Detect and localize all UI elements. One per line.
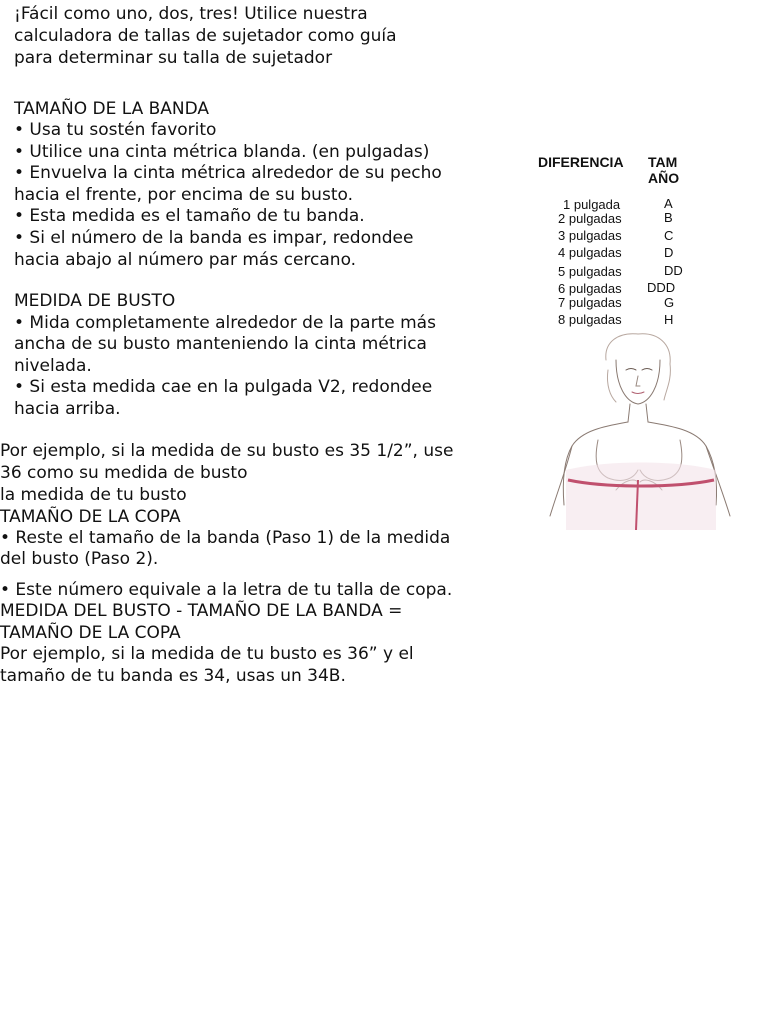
table-cell-cup: A xyxy=(664,196,673,211)
bust-heading: MEDIDA DE BUSTO xyxy=(14,291,176,311)
table-cell-difference: 1 pulgada xyxy=(563,197,621,212)
table-cell-difference: 4 pulgadas xyxy=(558,245,622,260)
band-line: hacia abajo al número par más cercano. xyxy=(14,250,357,270)
table-cell-difference: 5 pulgadas xyxy=(558,264,622,279)
intro-line: ¡Fácil como uno, dos, tres! Utilice nuestra xyxy=(14,4,368,24)
example-line: Por ejemplo, si la medida de su busto es 35 1/2”, use xyxy=(0,441,454,461)
band-line: • Si el número de la banda es impar, redondee xyxy=(14,228,414,248)
bust-measurement-illustration xyxy=(546,330,736,530)
table-cell-difference: 8 pulgadas xyxy=(558,312,622,327)
cup-heading: TAMAÑO DE LA COPA xyxy=(0,507,181,527)
bust-line: nivelada. xyxy=(14,356,92,376)
cup-line: • Este número equivale a la letra de tu talla de copa. xyxy=(0,580,453,600)
intro-line: calculadora de tallas de sujetador como guía xyxy=(14,26,397,46)
example-line: la medida de tu busto xyxy=(0,485,187,505)
table-header-size: TAM xyxy=(648,154,678,170)
example-line: del busto (Paso 2). xyxy=(0,549,159,569)
bust-line: • Mida completamente alrededor de la parte más xyxy=(14,313,436,333)
example-line: 36 como su medida de busto xyxy=(0,463,248,483)
table-cell-difference: 2 pulgadas xyxy=(558,211,622,226)
table-cell-difference: 3 pulgadas xyxy=(558,228,622,243)
table-header-size: AÑO xyxy=(648,170,680,186)
table-cell-cup: DDD xyxy=(647,280,676,295)
table-cell-cup: H xyxy=(664,312,674,327)
band-line: • Envuelva la cinta métrica alrededor de su pecho xyxy=(14,163,442,183)
example-line: • Reste el tamaño de la banda (Paso 1) de la medida xyxy=(0,528,451,548)
formula-line: TAMAÑO DE LA COPA xyxy=(0,623,181,643)
table-cell-cup: DD xyxy=(664,263,683,278)
table-cell-cup: D xyxy=(664,245,674,260)
bust-line: hacia arriba. xyxy=(14,399,121,419)
formula-line: MEDIDA DEL BUSTO - TAMAÑO DE LA BANDA = xyxy=(0,601,403,621)
table-cell-difference: 7 pulgadas xyxy=(558,295,622,310)
table-header-difference: DIFERENCIA xyxy=(538,154,624,170)
bust-line: • Si esta medida cae en la pulgada V2, redondee xyxy=(14,377,433,397)
band-heading: TAMAÑO DE LA BANDA xyxy=(14,99,210,119)
table-cell-cup: G xyxy=(664,295,675,310)
table-cell-cup: B xyxy=(664,210,673,225)
band-line: • Usa tu sostén favorito xyxy=(14,120,217,140)
cup-line: Por ejemplo, si la medida de tu busto es 36” y el xyxy=(0,644,414,664)
bust-line: ancha de su busto manteniendo la cinta métrica xyxy=(14,334,427,354)
table-cell-cup: C xyxy=(664,228,674,243)
band-line: • Esta medida es el tamaño de tu banda. xyxy=(14,206,365,226)
band-line: • Utilice una cinta métrica blanda. (en pulgadas) xyxy=(14,142,430,162)
table-cell-difference: 6 pulgadas xyxy=(558,281,622,296)
intro-line: para determinar su talla de sujetador xyxy=(14,48,333,68)
band-line: hacia el frente, por encima de su busto. xyxy=(14,185,353,205)
cup-line: tamaño de tu banda es 34, usas un 34B. xyxy=(0,666,346,686)
